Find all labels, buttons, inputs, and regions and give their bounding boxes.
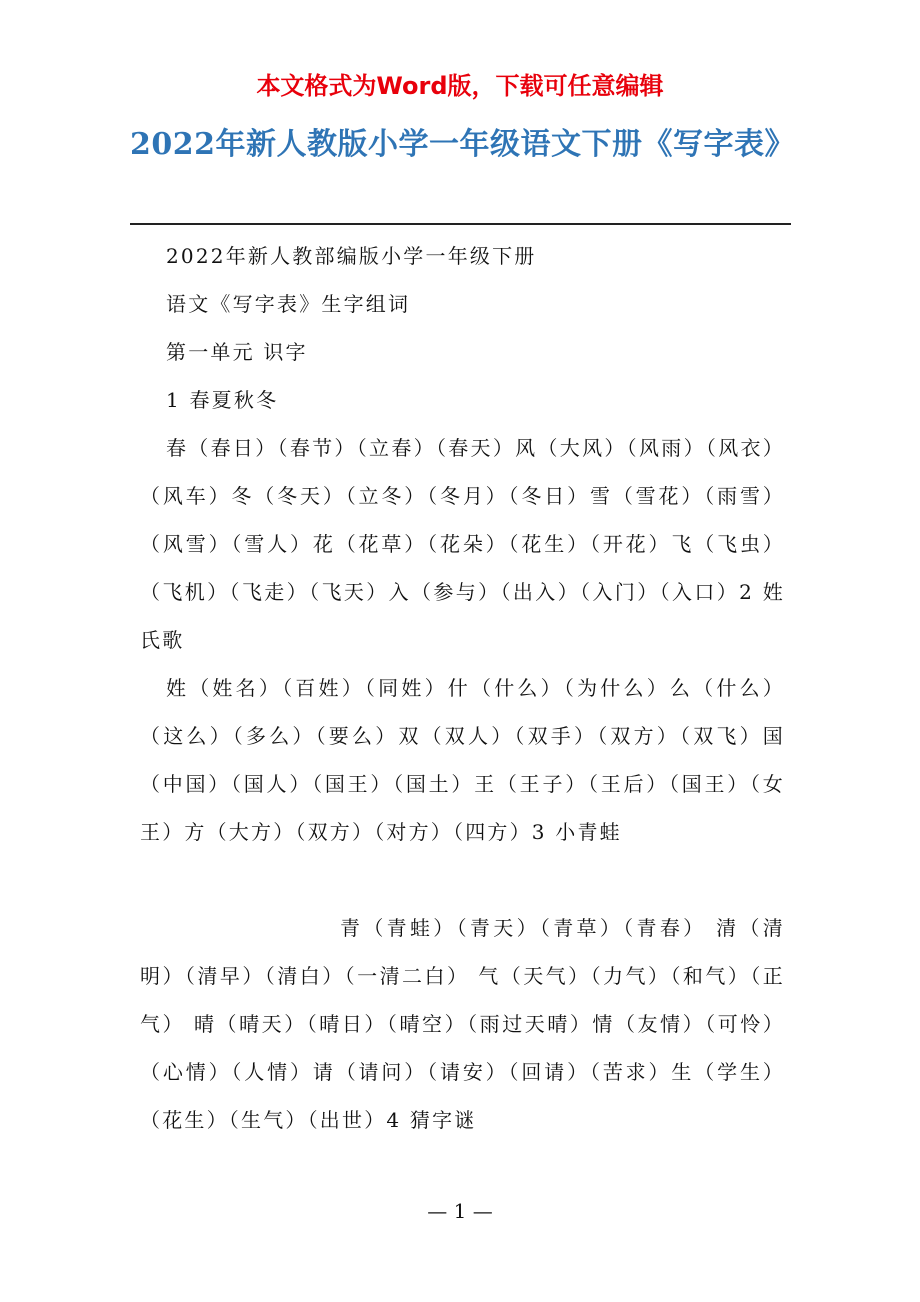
document-body (140, 232, 785, 1144)
document-title: 2022年新人教版小学一年级语文下册《写字表》 (130, 127, 795, 162)
unit-heading: 第一单元 识字 (166, 340, 308, 364)
title-divider (130, 223, 791, 225)
paragraph-spacer (140, 856, 785, 904)
format-notice: 本文格式为Word版，下载可任意编辑 (256, 72, 664, 100)
lesson-2-words: 姓（姓名）（百姓）（同姓）什（什么）（为什么）么（什么）（这么）（多么）（要么）双（双人）（双手）（双方）（双飞）国（中国）（国人）（国王）（国土）王（王子）（王后）（国王）（女王）方（大方）（双方）（对方）（四方）3 小青蛙 (140, 676, 785, 844)
lesson-heading: 1 春夏秋冬 (166, 388, 279, 412)
lesson-1-words: 春（春日）（春节）（立春）（春天）风（大风）（风雨）（风衣）（风车）冬（冬天）（立冬）（冬月）（冬日）雪（雪花）（雨雪）（风雪）（雪人）花（花草）（花朵）（花生）（开花）飞（飞虫）（飞机）（飞走）（飞天）入（参与）（出入）（入门）（入口）2 姓氏歌 (140, 436, 785, 652)
page-number: — 1 — (427, 1199, 493, 1223)
intro-line-subject: 语文《写字表》生字组词 (166, 292, 411, 316)
intro-line-grade: 2022年新人教部编版小学一年级下册 (166, 244, 537, 268)
lesson-3-words: 青（青蛙）（青天）（青草）（青春） 清（清明）（清早）（清白）（一清二白） 气（天气）（力气）（和气）（正气） 晴（晴天）（晴日）（晴空）（雨过天晴）情（友情）（可怜）（心情）（人情）请（请问）（请安）（回请）（苦求）生（学生）（花生）（生气）（出世）4 猜字谜 (140, 916, 785, 1132)
